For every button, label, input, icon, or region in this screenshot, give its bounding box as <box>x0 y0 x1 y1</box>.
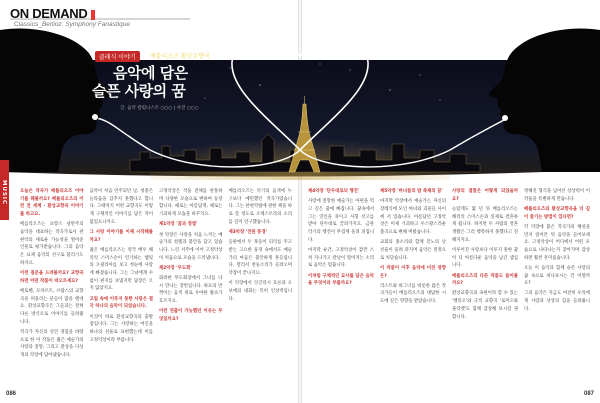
body-paragraph: 마지막 순간, 고정악상이 잠깐 스쳐 지나가고 칼날이 떨어지는 소리로 음악은 멈춥니다. <box>308 247 374 269</box>
text-column <box>452 188 518 388</box>
left-earbud-icon <box>92 114 98 120</box>
question-heading: 제5악장 '마녀들의 밤 축제의 꿈' <box>380 189 443 194</box>
side-tab-label: MUSIC <box>1 180 7 205</box>
question-heading: 제3악장 '전원 풍경' <box>228 230 267 236</box>
title-accent-bar <box>91 10 95 20</box>
body-paragraph: 놀랍게도 몇 년 뒤 베를리오즈는 해리엇 스미스슨과 실제로 결혼하게 됩니다. 하지만 두 사람의 결혼 생활은 그리 행복하지 못했다고 전해지지요. <box>452 206 518 243</box>
subtitle-work: Berlioz: Symphony Fanastique <box>41 21 130 28</box>
text-column <box>20 188 84 388</box>
body-paragraph: 음악이 처음 연주되던 날, 청중은 놀라움을 감추지 못했다고 합니다. 그때까지 어떤 교향곡도 이렇게 구체적인 이야기를 담은 적이 없었으니까요. <box>89 189 153 225</box>
body-paragraph: 베를리오즈는 프랑스 낭만주의 음악을 대표하는 작곡가로서 관현악의 새로운 가능성을 열어준 인물로 평가받습니다. 그의 음악은 표제 음악의 선구로 불리기도 하지요. <box>20 222 84 266</box>
body-paragraph: 이 악장에서 잉글리시 호른과 오보에의 대화는 특히 인상적입니다. <box>228 281 292 302</box>
question-heading: 베를리오즈의 다른 작품도 들어볼까요? <box>452 273 518 287</box>
page-number-left: 086 <box>6 391 17 397</box>
subtitle-category: Classics_ <box>14 21 42 28</box>
right-body-columns <box>308 188 590 388</box>
question-heading: 사랑의 결말은 어떻게 되었을까요? <box>452 189 518 202</box>
body-paragraph: 화려한 무도회장에서 그녀를 다시 만나는 장면입니다. 하프의 반짝이는 음색 위로 우아한 왈츠가 흐르지요. <box>159 276 223 305</box>
body-paragraph: 그의 음악은 지금도 여전히 우리에게 사랑과 상상의 힘을 들려줍니다. <box>524 291 590 312</box>
body-paragraph: 첫 악장은 사랑을 처음 느끼는 예술가의 설렘과 불안을 담고 있습니다. 느린 서주에 이어 고정악상이 처음으로 모습을 드러냅니다. <box>159 232 223 261</box>
text-column <box>308 188 374 388</box>
body-paragraph: 베를리오즈는 악기의 음색에 누구보다 예민했던 작곡가였습니다. 그는 관현악법에 관한 책을 따로 쓸 정도로 오케스트라의 소리를 깊이 연구했습니다. <box>228 189 292 225</box>
question-heading: 고립 속에 이루지 못한 사랑은 결국 하나의 음악이 되었습니다. <box>89 296 153 310</box>
body-paragraph: 마지막 악장에서 예술가는 자신의 장례식에 모인 마녀와 괴물들 사이에 서 있습니다. 아름답던 고정악상은 이제 기괴하고 우스꽝스러운 춤곡으로 변해 버렸습니다. <box>380 199 446 236</box>
question-heading: 이 작품이 이후 음악에 미친 영향은? <box>380 265 446 279</box>
hero-svg <box>0 0 600 188</box>
feature-title-line2: 슬픈 사랑의 꿈 <box>92 82 186 100</box>
author-credit: 글. 음악 칼럼니스트 ○○○ | 사진 ○○○ <box>120 106 199 111</box>
body-paragraph: 젊은 베를리오즈는 영국 배우 해리엇 스미스슨이 연기하는 햄릿의 오필리아를 보고 첫눈에 사랑에 빠졌습니다. 그는 그녀에게 수없이 편지를 보냈지만 답장은 오지 않았지요. <box>89 247 153 292</box>
body-paragraph: 베토벤, 모차르트, 브람스의 교향곡을 떠올리는 분들이 많을 텐데요. 환상교향곡은 그들과는 전혀 다른 방식으로 이야기를 들려줍니다. <box>20 288 84 325</box>
body-paragraph: 들판에서 두 목동이 피리를 주고받는 고요한 풍경 속에서도 예술가의 마음은 불안하게 흔들립니다. 멀리서 천둥소리가 들려오며 악장이 끝나지요. <box>228 240 292 277</box>
body-paragraph: 이루어진 사랑보다 이루지 못한 꿈이 더 아름다운 음악을 남긴 셈입니다. <box>452 247 518 269</box>
text-column <box>380 188 446 388</box>
section-title: ON DEMAND <box>10 6 95 21</box>
section-subtitle <box>14 21 130 28</box>
page-number-right: 087 <box>583 391 594 397</box>
left-body-columns <box>20 188 292 388</box>
text-column <box>159 188 223 388</box>
question-heading: 오늘은 작곡가 베를리오즈 이야기를 해볼까요? 베를리오즈의 이런 전 세계 · 환상교향곡 이야기를 하고요. <box>20 189 84 218</box>
question-heading: 이런 연출이 가능했던 이유는 무엇일까요? <box>159 309 223 323</box>
body-paragraph: 정해진 형식을 넘어선 상상력이 이 작품을 특별하게 만듭니다. <box>524 189 590 202</box>
body-paragraph: 작곡가 자신의 실연 경험을 바탕으로 한 이 작품은 젊은 예술가의 사랑과 절망, 그리고 환상을 다섯 개의 악장에 담아냈습니다. <box>20 329 84 359</box>
question-heading: 제2악장 '무도회' <box>159 265 192 271</box>
question-heading: 이런 질문을 드려볼까요? 교향곡 하면 어떤 작품이 떠오르세요? <box>20 271 84 284</box>
question-heading: 그 사랑 이야기를 이제 시작해볼까요? <box>89 230 153 243</box>
hero-illustration <box>0 0 600 188</box>
text-column <box>90 188 154 388</box>
question-heading: 베를리오즈와 환상교향곡을 더 깊이 즐기는 방법이 있다면? <box>524 206 590 220</box>
section-side-tab <box>0 160 9 220</box>
body-paragraph: 교회의 종소리와 함께 진노의 날 선율이 울려 퍼지며 음악은 절정으로 치닫습니다. <box>380 240 446 261</box>
body-paragraph: 리스트와 바그너를 비롯한 많은 작곡가들이 베를리오즈의 대담한 시도에 깊은 영향을 받았습니다. <box>380 283 446 305</box>
feature-title-line1: 음악에 담은 <box>113 64 188 82</box>
feature-kicker: 베를리오즈 환상교향곡 <box>150 53 210 60</box>
body-paragraph: 환상교향곡의 속편이라 할 수 있는 '렐리오'와 극적 교향곡 '로미오와 줄리엣'도 함께 감상해 보시길 권합니다. <box>452 291 518 320</box>
body-paragraph: 고정악상은 작품 전체를 관통하며 다양한 모습으로 변하여 등장합니다. 때로는 아름답게, 때로는 기괴하게 모습을 바꾸지요. <box>159 189 223 218</box>
question-heading: 이처럼 구체적인 묘사를 담은 음악을 무엇이라 부를까요? <box>308 273 374 287</box>
question-heading: 제4악장 '단두대로의 행진' <box>308 189 360 194</box>
body-paragraph: 사랑에 절망한 예술가는 아편을 먹고 깊은 꿈에 빠집니다. 꿈속에서 그는 연인을 죽이고 사형 선고를 받아 단두대로 끌려가지요. 금관 악기의 행진이 무겁게 울려 퍼집니다. <box>308 199 374 243</box>
body-paragraph: 오늘 이 음악과 함께 슬픈 사랑의 꿈 속으로 떠나보시는 건 어떨까요? <box>524 265 590 287</box>
right-earbud-icon <box>502 115 508 121</box>
body-paragraph: 각 악장에 붙은 작곡가의 해설을 먼저 읽어본 뒤 음악을 들어보세요. 고정악상이 어디에서 어떤 모습으로 나타나는지 찾아가며 감상하면 훨씬 흥미롭습니다. <box>524 224 590 261</box>
category-badge: 클래식 이야기 <box>95 51 140 62</box>
text-column <box>229 188 293 388</box>
body-paragraph: 이것이 바로 환상교향곡의 출발점입니다. 그는 사랑하는 여인을 하나의 선율로 표현했는데 이를 고정악상이라 부릅니다. <box>89 314 153 343</box>
text-column <box>524 188 590 388</box>
question-heading: 제1악장 '꿈과 정열' <box>159 222 198 228</box>
